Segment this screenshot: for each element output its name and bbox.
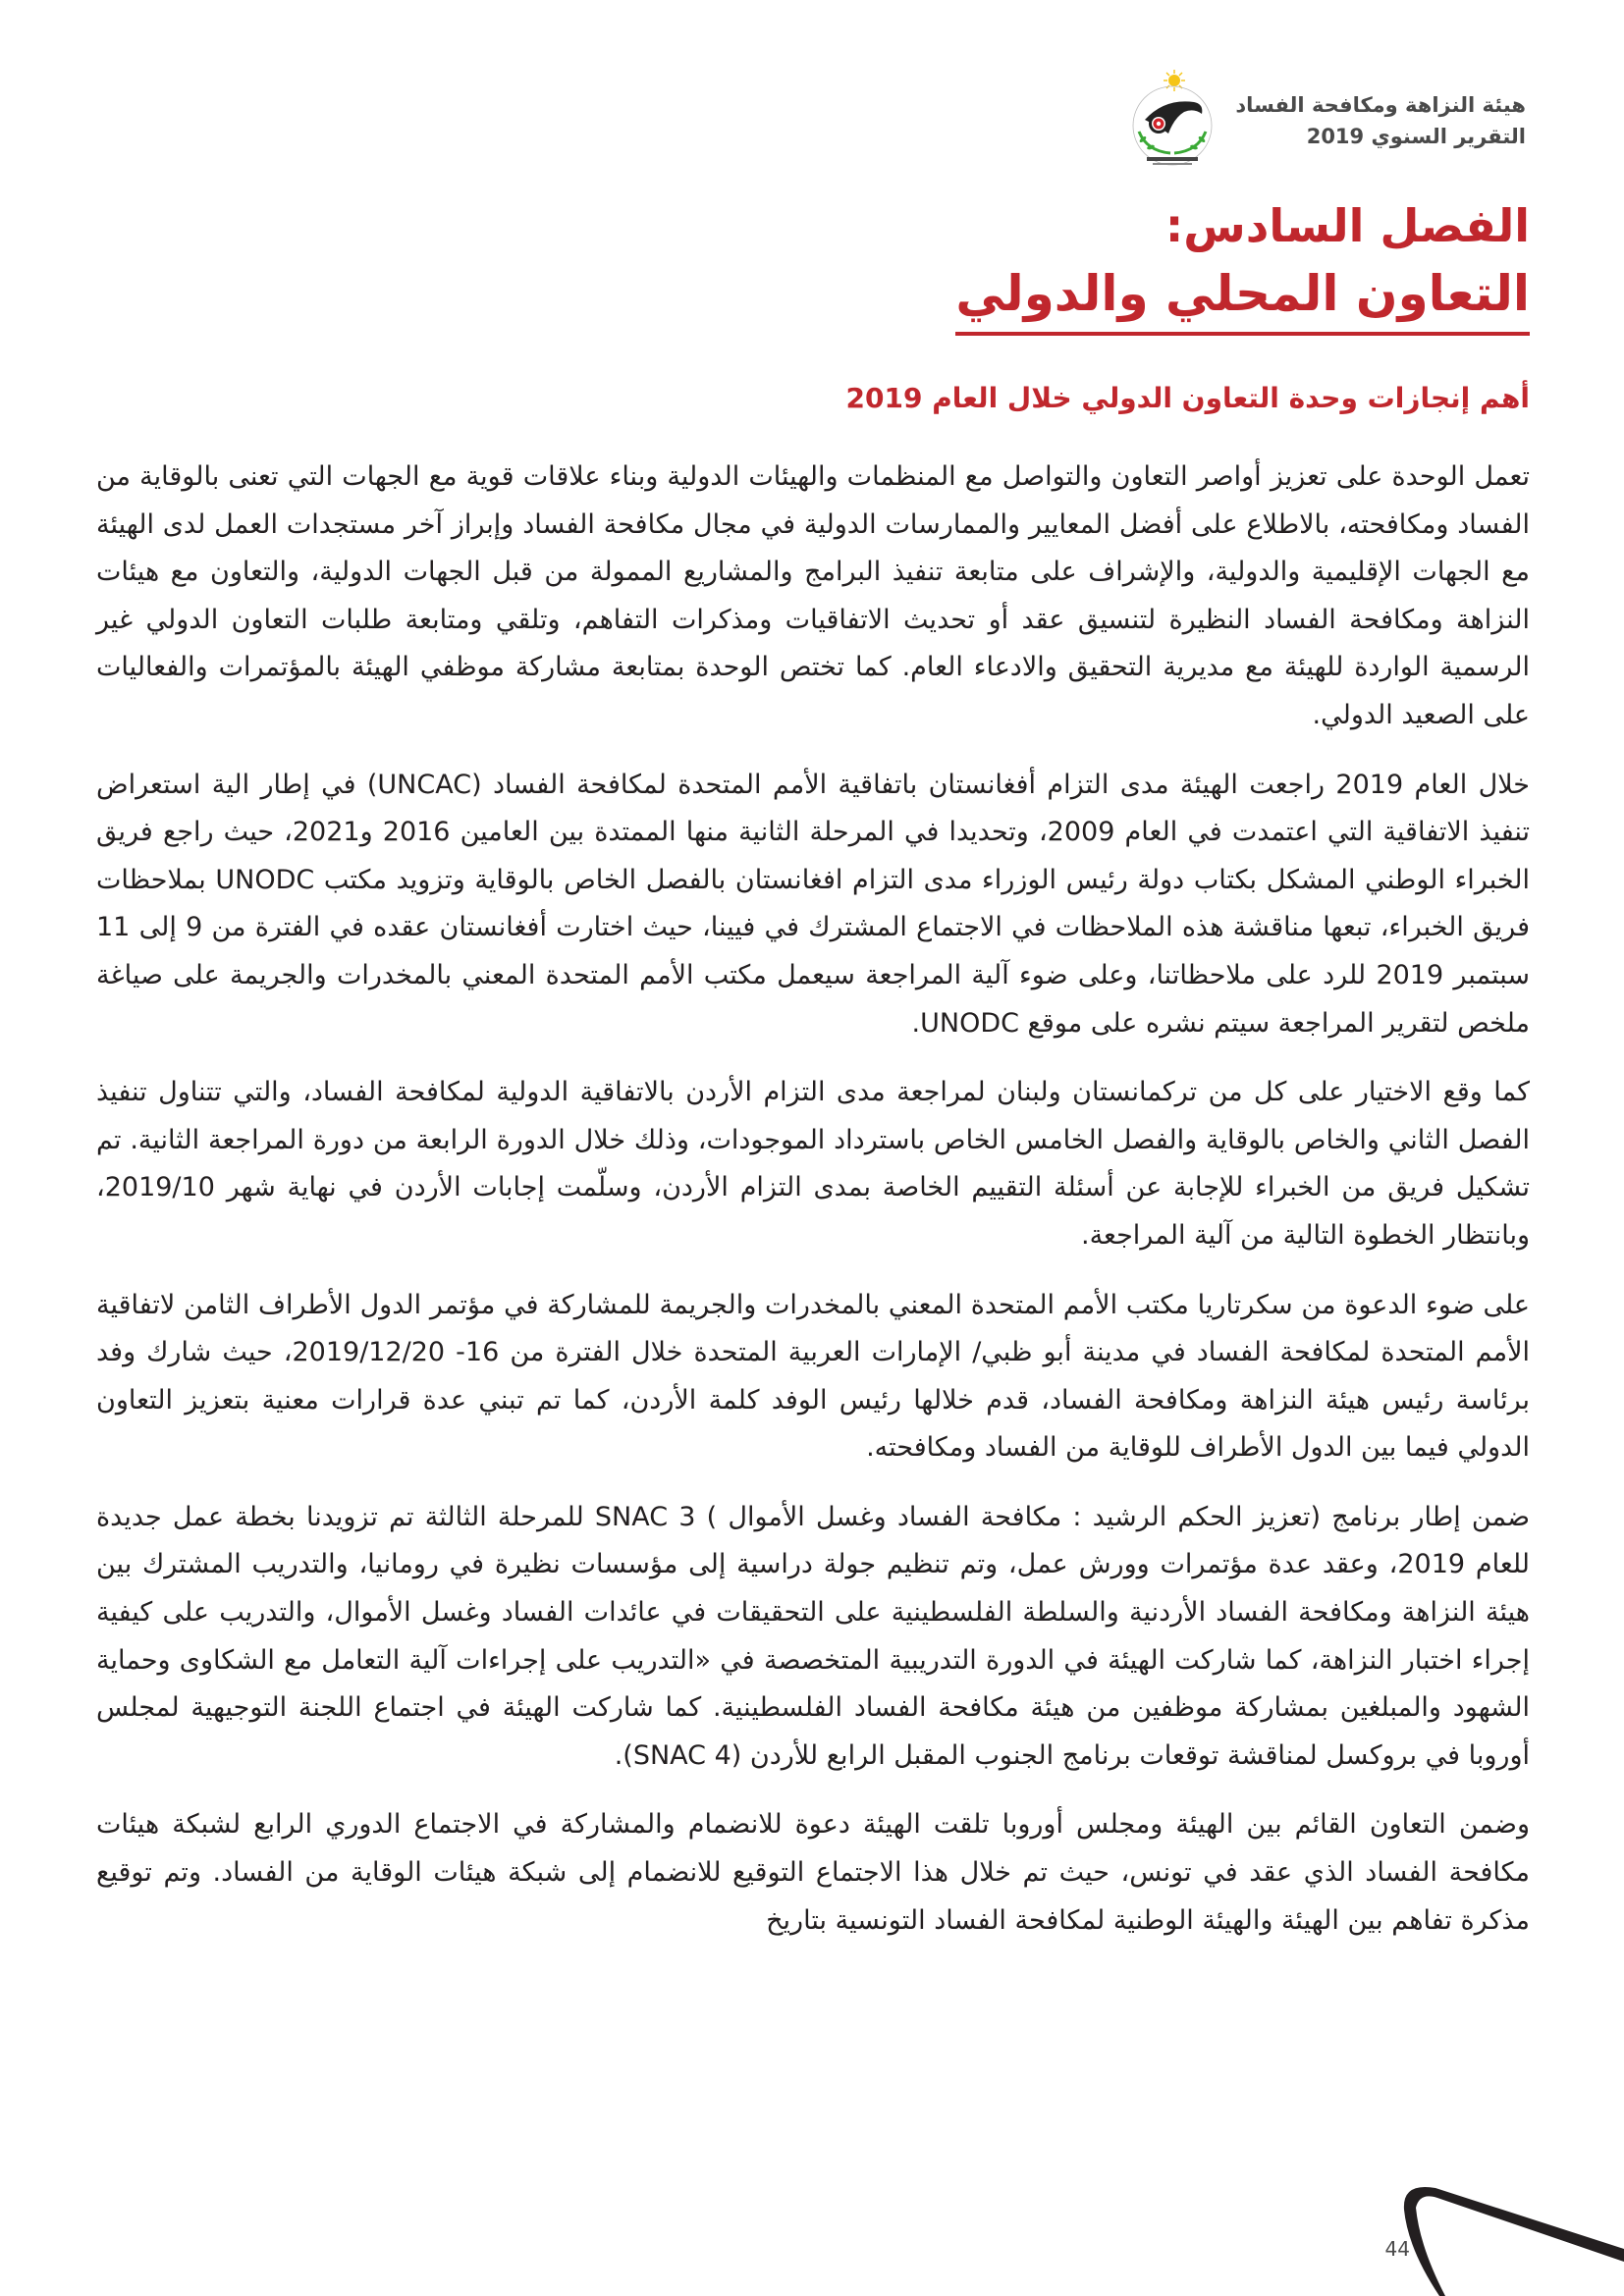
paragraph: ضمن إطار برنامج (تعزيز الحكم الرشيد : مكافحة الفساد وغسل الأموال ) SNAC 3 للمرحلة الثالثة تم تزويدنا بخطة عمل جديدة للعام 2019، وعقد عدة مؤتمرات وورش عمل، وتم تنظيم جولة دراسية إلى مؤسسات نظيرة في رومانيا، والتدريب المشترك بين هيئة النزاهة ومكافحة الفساد الأردنية والسلطة الفلسطينية على التحقيقات في عائدات الفساد وغسل الأموال، والتدريب على كيفية إجراء اختبار النزاهة، كما شاركت الهيئة في الدورة التدريبية المتخصصة في «التدريب على إجراءات آلية التعامل مع الشكاوى وحماية الشهود والمبلغين بمشاركة موظفين من هيئة مكافحة الفساد الفلسطينية. كما شاركت الهيئة في اجتماع اللجنة التوجيهية لمجلس أوروبا في بروكسل لمناقشة توقعات برنامج الجنوب المقبل الرابع للأردن (SNAC 4).: [96, 1501, 1531, 1771]
paragraph: كما وقع الاختيار على كل من تركمانستان ولبنان لمراجعة مدى التزام الأردن بالاتفاقية الدولية لمكافحة الفساد، والتي تتناول تنفيذ الفصل الثاني والخاص بالوقاية والفصل الخامس الخاص باسترداد الموجودات، وذلك خلال الدورة الرابعة من دورة المراجعة الثانية. تم تشكيل فريق من الخبراء للإجابة عن أسئلة التقييم الخاصة بمدى التزام الأردن، وسلّمت إجابات الأردن في نهاية شهر 2019/10، وبانتظار الخطوة التالية من آلية المراجعة.: [96, 1077, 1530, 1251]
organization-name: هيئة النزاهة ومكافحة الفساد: [1235, 93, 1526, 117]
paragraph: تعمل الوحدة على تعزيز أواصر التعاون والتواصل مع المنظمات والهيئات الدولية وبناء علاقات قوية مع الجهات التي تعنى بالوقاية من الفساد ومكافحته، بالاطلاع على أفضل المعايير والممارسات الدولية في مجال مكافحة الفساد وإبراز آخر مستجدات العمل لدى الهيئة مع الجهات الإقليمية والدولية، والإشراف على متابعة تنفيذ البرامج والمشاريع الممولة من قبل الجهات الدولية، والتعاون مع هيئات النزاهة ومكافحة الفساد النظيرة لتنسيق عقد أو تحديث الاتفاقيات ومذكرات التفاهم، وتلقي ومتابعة طلبات التعاون الدولي غير الرسمية الواردة للهيئة مع مديرية التحقيق والادعاء العام. كما تختص الوحدة بمتابعة مشاركة موظفي الهيئة بالمؤتمرات والفعاليات على الصعيد الدولي.: [96, 461, 1530, 730]
paragraph: خلال العام 2019 راجعت الهيئة مدى التزام أفغانستان باتفاقية الأمم المتحدة لمكافحة الفساد (UNCAC) في إطار الية استعراض تنفيذ الاتفاقية التي اعتمدت في العام 2009، وتحديدا في المرحلة الثانية منها الممتدة بين العامين 2016 و2021، حيث راجع فريق الخبراء الوطني المشكل بكتاب دولة رئيس الوزراء مدى التزام افغانستان بالفصل الخاص بالوقاية وتزويد مكتب UNODC بملاحظات فريق الخبراء، تبعها مناقشة هذه الملاحظات في الاجتماع المشترك في فيينا، حيث اختارت أفغانستان عقده في الفترة من 9 إلى 11 سبتمبر 2019 للرد على ملاحظاتنا، وعلى ضوء آلية المراجعة سيعمل مكتب الأمم المتحدة المعني بالمخدرات والجريمة على صياغة ملخص لتقرير المراجعة سيتم نشره على موقع UNODC.: [96, 769, 1531, 1039]
body-text: [96, 454, 1530, 1966]
chapter-heading: [955, 194, 1530, 336]
chapter-title: التعاون المحلي والدولي: [955, 257, 1530, 336]
paragraph: على ضوء الدعوة من سكرتاريا مكتب الأمم المتحدة المعني بالمخدرات والجريمة للمشاركة في مؤتمر الدول الأطراف الثامن لاتفاقية الأمم المتحدة لمكافحة الفساد في مدينة أبو ظبي/ الإمارات العربية المتحدة خلال الفترة من 16- 2019/12/20، حيث شارك وفد برئاسة رئيس هيئة النزاهة ومكافحة الفساد، قدم خلالها رئيس الوفد كلمة الأردن، كما تم تبني عدة قرارات معنية بتعزيز التعاون الدولي فيما بين الدول الأطراف للوقاية من الفساد ومكافحته.: [96, 1289, 1530, 1464]
organization-logo-icon: [1125, 69, 1219, 171]
report-title: التقرير السنوي 2019: [1306, 125, 1526, 148]
chapter-label: الفصل السادس:: [1164, 199, 1530, 252]
page-header: [1125, 69, 1526, 171]
paragraph: وضمن التعاون القائم بين الهيئة ومجلس أوروبا تلقت الهيئة دعوة للانضمام والمشاركة في الاجتماع الدوري الرابع لشبكة هيئات مكافحة الفساد الذي عقد في تونس، حيث تم خلال هذا الاجتماع التوقيع للانضمام إلى شبكة هيئات الوقاية من الفساد. وتم توقيع مذكرة تفاهم بين الهيئة والهيئة الوطنية لمكافحة الفساد التونسية بتاريخ: [96, 1809, 1530, 1936]
page-number: 44: [1384, 2237, 1410, 2261]
footer-swoosh-icon: [1329, 2139, 1624, 2296]
header-text: [1235, 88, 1526, 151]
section-heading: أهم إنجازات وحدة التعاون الدولي خلال العام 2019: [845, 382, 1530, 414]
